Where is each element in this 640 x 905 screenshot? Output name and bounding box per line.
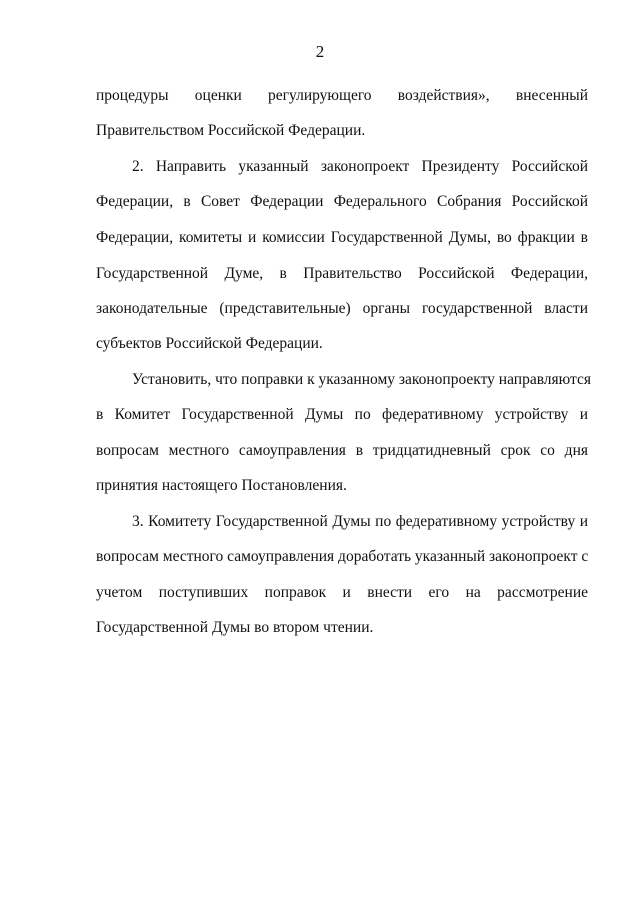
text-line-5: Федерации, комитеты и комиссии Государственной Думы, во фракции в: [96, 229, 588, 246]
text-line-12: принятия настоящего Постановления.: [96, 477, 347, 494]
text-line-15: учетом поступивших поправок и внести его на рассмотрение: [96, 584, 588, 601]
text-line-14: вопросам местного самоуправления доработать указанный законопроект с: [96, 548, 589, 565]
text-line-6: Государственной Думе, в Правительство Российской Федерации,: [96, 265, 588, 282]
text-line-1: процедуры оценки регулирующего воздействия», внесенный: [96, 87, 588, 104]
text-line-8: субъектов Российской Федерации.: [96, 335, 323, 352]
text-line-9: Установить, что поправки к указанному законопроекту направляются: [132, 371, 592, 388]
text-line-4: Федерации, в Совет Федерации Федерального Собрания Российской: [96, 193, 588, 210]
text-line-11: вопросам местного самоуправления в тридцатидневный срок со дня: [96, 442, 588, 459]
text-line-13: 3. Комитету Государственной Думы по федеративному устройству и: [132, 513, 588, 530]
text-line-2: Правительством Российской Федерации.: [96, 122, 366, 139]
text-line-3: 2. Направить указанный законопроект Президенту Российской: [132, 158, 588, 175]
text-line-10: в Комитет Государственной Думы по федеративному устройству и: [96, 406, 588, 423]
text-line-16: Государственной Думы во втором чтении.: [96, 619, 374, 636]
page-number: 2: [315, 42, 325, 61]
text-line-7: законодательные (представительные) органы государственной власти: [96, 300, 588, 317]
